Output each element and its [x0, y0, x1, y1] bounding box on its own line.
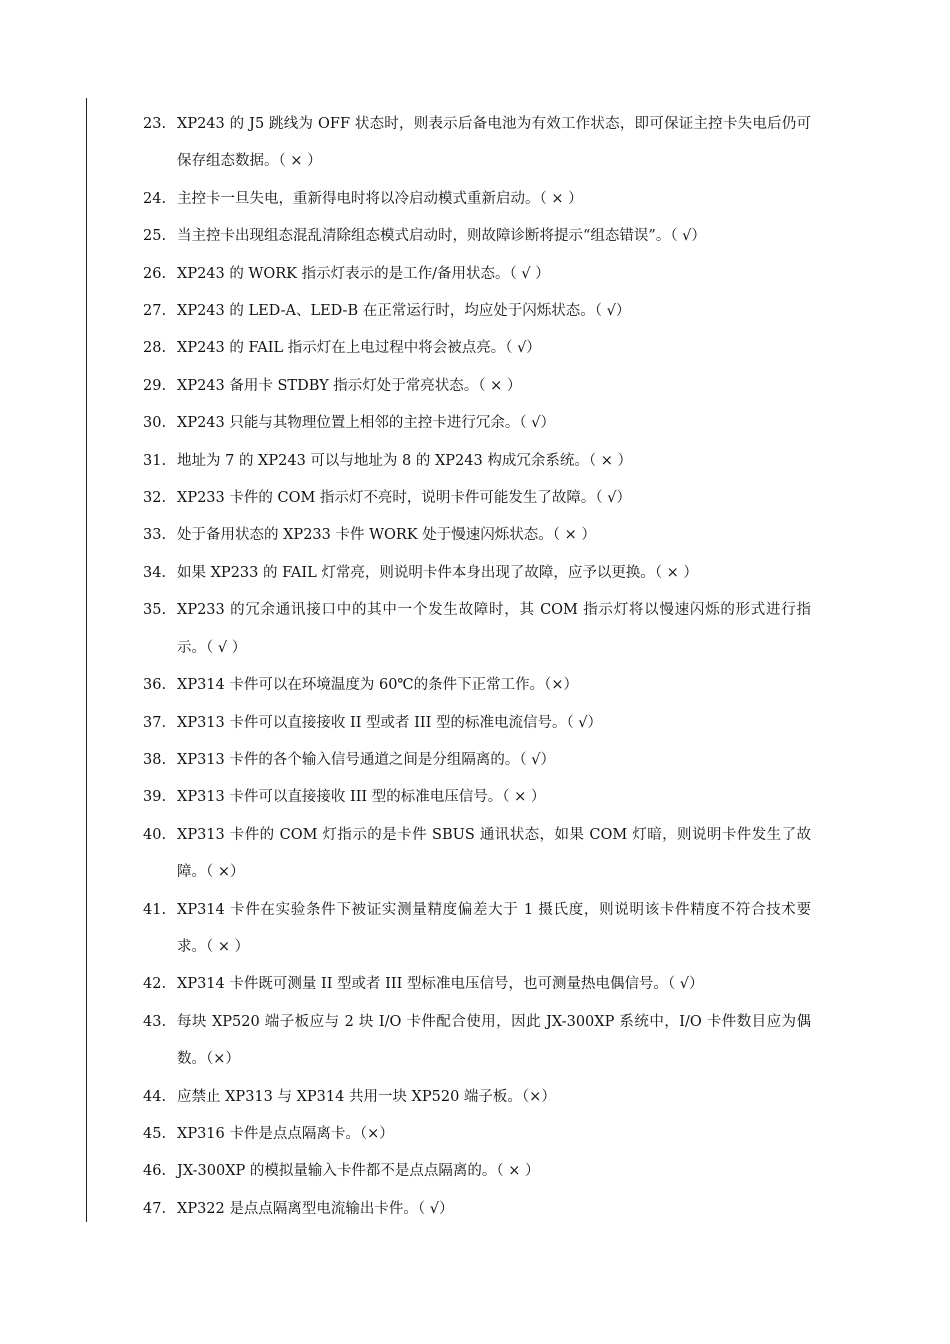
item-text: XP243 备用卡 STDBY 指示灯处于常亮状态。（ × ）: [177, 377, 522, 394]
item-number: 33.: [143, 527, 167, 544]
list-item: [143, 592, 811, 667]
item-number: 44.: [143, 1088, 167, 1105]
item-number: 39.: [143, 789, 167, 806]
item-text: 应禁止 XP313 与 XP314 共用一块 XP520 端子板。（×）: [177, 1088, 556, 1105]
item-number: 30.: [143, 415, 167, 432]
item-number: 26.: [143, 265, 167, 282]
item-text: XP313 卡件的 COM 灯指示的是卡件 SBUS 通讯状态，如果 COM 灯暗，则说明卡件发生了故障。（ ×）: [177, 826, 811, 881]
item-number: 37.: [143, 714, 167, 731]
item-text: 地址为 7 的 XP243 可以与地址为 8 的 XP243 构成冗余系统。（ × ）: [177, 452, 632, 469]
list-item: [143, 330, 811, 367]
item-number: 32.: [143, 490, 167, 507]
list-item: [143, 892, 811, 967]
list-item: [143, 181, 811, 218]
item-number: 42.: [143, 976, 167, 993]
item-text: XP243 的 LED-A、LED-B 在正常运行时，均应处于闪烁状态。（ √）: [177, 303, 631, 320]
item-number: 31.: [143, 452, 167, 469]
item-text: XP313 卡件可以直接接收 III 型的标准电压信号。（ × ）: [177, 789, 546, 806]
list-item: [143, 368, 811, 405]
item-text: 如果 XP233 的 FAIL 灯常亮，则说明卡件本身出现了故障，应予以更换。（ × ）: [177, 564, 698, 581]
item-number: 45.: [143, 1125, 167, 1142]
item-number: 29.: [143, 377, 167, 394]
item-number: 46.: [143, 1163, 167, 1180]
list-item: [143, 1079, 811, 1116]
item-text: XP243 的 FAIL 指示灯在上电过程中将会被点亮。（ √）: [177, 340, 541, 357]
item-number: 36.: [143, 677, 167, 694]
list-item: [143, 256, 811, 293]
item-text: XP314 卡件在实验条件下被证实测量精度偏差大于 1 摄氏度，则说明该卡件精度不符合技术要求。（ × ）: [177, 901, 811, 955]
item-text: 每块 XP520 端子板应与 2 块 I/O 卡件配合使用，因此 JX-300XP 系统中，I/O 卡件数目应为偶数。（×）: [177, 1013, 811, 1068]
item-text: 主控卡一旦失电，重新得电时将以冷启动模式重新启动。（ × ）: [177, 190, 583, 207]
item-text: XP314 卡件既可测量 II 型或者 III 型标准电压信号，也可测量热电偶信号。（ √）: [177, 976, 704, 993]
list-item: [143, 1153, 811, 1190]
list-item: [143, 106, 811, 181]
list-item: [143, 555, 811, 592]
item-number: 35.: [143, 602, 167, 619]
list-item: [143, 218, 811, 255]
item-text: XP243 的 J5 跳线为 OFF 状态时，则表示后备电池为有效工作状态，即可保证主控卡失电后仍可保存组态数据。（ × ）: [177, 116, 811, 170]
list-item: [143, 779, 811, 816]
item-text: 当主控卡出现组态混乱清除组态模式启动时，则故障诊断将提示“组态错误”。（ √）: [177, 228, 706, 245]
item-number: 23.: [143, 116, 167, 132]
list-item: [143, 1004, 811, 1079]
item-number: 38.: [143, 751, 167, 768]
item-number: 41.: [143, 901, 167, 918]
list-item: [143, 966, 811, 1003]
list-item: [143, 667, 811, 704]
item-text: XP243 的 WORK 指示灯表示的是工作/备用状态。（ √ ）: [177, 265, 550, 282]
item-number: 43.: [143, 1013, 167, 1030]
item-text: 处于备用状态的 XP233 卡件 WORK 处于慢速闪烁状态。（ × ）: [177, 527, 596, 544]
item-text: XP313 卡件的各个输入信号通道之间是分组隔离的。（ √）: [177, 751, 555, 768]
item-text: XP233 卡件的 COM 指示灯不亮时，说明卡件可能发生了故障。（ √）: [177, 490, 632, 507]
item-text: XP316 卡件是点点隔离卡。（×）: [177, 1125, 394, 1142]
item-number: 24.: [143, 190, 167, 207]
list-item: [143, 742, 811, 779]
margin-rule: [86, 98, 87, 1222]
item-number: 27.: [143, 303, 167, 320]
item-number: 47.: [143, 1200, 167, 1217]
item-text: XP233 的冗余通讯接口中的其中一个发生故障时，其 COM 指示灯将以慢速闪烁的形式进行指示。（ √ ）: [177, 602, 811, 656]
item-text: JX-300XP 的模拟量输入卡件都不是点点隔离的。（ × ）: [177, 1163, 540, 1180]
list-item: [143, 480, 811, 517]
list-item: [143, 517, 811, 554]
list-item: [143, 1191, 811, 1228]
item-text: XP313 卡件可以直接接收 II 型或者 III 型的标准电流信号。（ √）: [177, 714, 603, 731]
list-item: [143, 1116, 811, 1153]
list-item: [143, 705, 811, 742]
item-text: XP314 卡件可以在环境温度为 60℃的条件下正常工作。（×）: [177, 677, 579, 694]
question-list: [143, 106, 811, 1228]
list-item: [143, 443, 811, 480]
item-number: 34.: [143, 564, 167, 581]
list-item: [143, 817, 811, 892]
item-number: 28.: [143, 340, 167, 357]
item-text: XP243 只能与其物理位置上相邻的主控卡进行冗余。（ √）: [177, 415, 555, 432]
item-number: 40.: [143, 826, 167, 843]
item-number: 25.: [143, 228, 167, 245]
item-text: XP322 是点点隔离型电流输出卡件。（ √）: [177, 1200, 454, 1217]
list-item: [143, 405, 811, 442]
list-item: [143, 293, 811, 330]
